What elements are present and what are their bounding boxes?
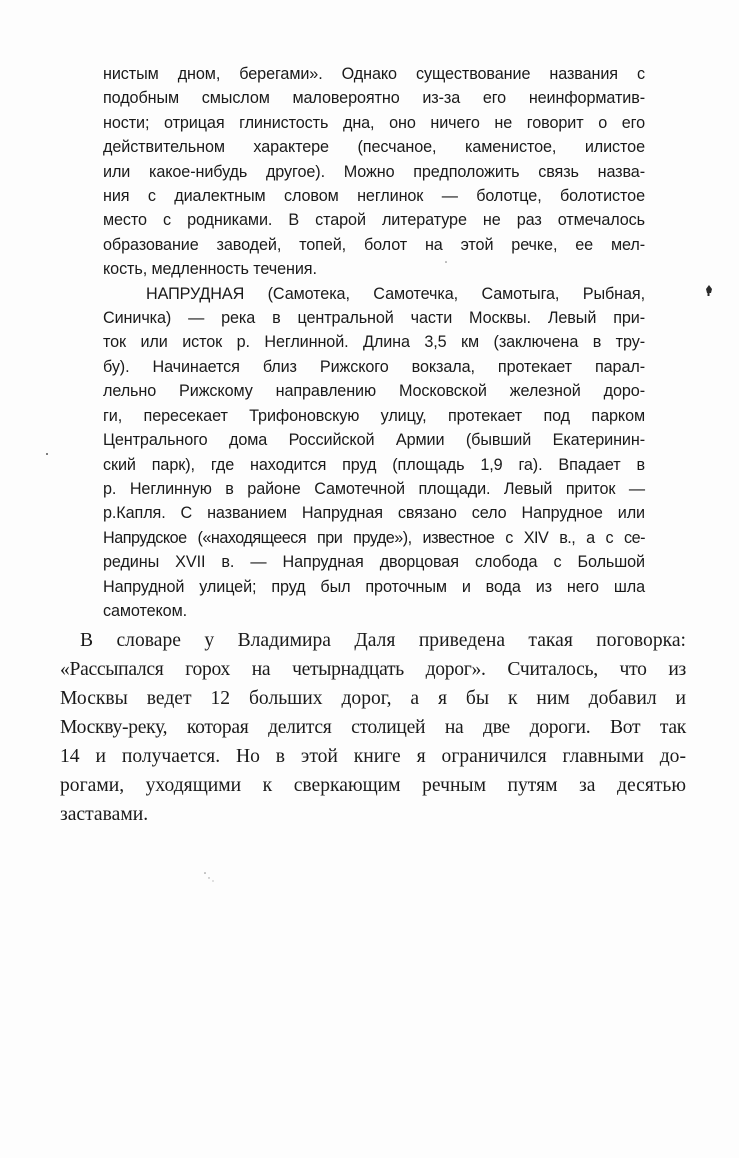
main-line: заставами. — [60, 804, 149, 825]
dict-line: Синичка) — река в центральной части Москвы. Левый при- — [103, 309, 645, 328]
dict-line: ги, пересекает Трифоновскую улицу, протекает под парком — [103, 406, 645, 425]
dict-line: ния с диалектным словом неглинок — болотце, болотистое — [103, 187, 645, 206]
dictionary-entry-block — [103, 62, 645, 623]
main-line: 14 и получается. Но в этой книге я ограничился главными до- — [60, 746, 686, 767]
main-paragraph — [60, 626, 686, 829]
dict-line: Напрудной улицей; пруд был проточным и вода из него шла — [103, 577, 645, 596]
dict-line: самотеком. — [103, 601, 187, 620]
dict-line: р.Капля. С названием Напрудная связано село Напрудное или — [103, 504, 645, 523]
dict-line: подобным смыслом маловероятно из-за его неинформатив- — [103, 89, 645, 108]
dict-line: Напрудское («находящееся при пруде»), известное с XIV в., а с се- — [103, 528, 645, 547]
dust-speck — [46, 453, 48, 455]
dict-line: Центрального дома Российской Армии (бывший Екатеринин- — [103, 431, 645, 450]
dict-line: образование заводей, топей, болот на этой речке, ее мел- — [103, 235, 645, 254]
dict-entry-heading-line: НАПРУДНАЯ (Самотека, Самотечка, Самотыга, Рыбная, — [146, 284, 645, 303]
dict-line: кость, медленность течения. — [103, 260, 317, 279]
dict-line: нистым дном, берегами». Однако существование названия с — [103, 65, 645, 83]
dict-line: ности; отрицая глинистость дна, оно ничего не говорит о его — [103, 113, 645, 132]
dict-line: ток или исток р. Неглинной. Длина 3,5 км (заключена в тру- — [103, 333, 645, 352]
dict-line: или какое-нибудь другое). Можно предположить связь назва- — [103, 162, 645, 181]
dict-line: лельно Рижскому направлению Московской железной доро- — [103, 382, 645, 401]
main-line: «Рассыпался горох на четырнадцать дорог». Считалось, что из — [60, 659, 686, 680]
dust-speck — [204, 872, 206, 874]
main-line: Москву-реку, которая делится столицей на две дороги. Вот так — [60, 717, 686, 738]
dict-line: действительном характере (песчаное, каменистое, илистое — [103, 138, 645, 157]
main-line: Москвы ведет 12 больших дорог, а я бы к ним добавил и — [60, 688, 686, 709]
dict-line: место с родниками. В старой литературе не раз отмечалось — [103, 211, 645, 230]
dict-line: редины XVII в. — Напрудная дворцовая слобода с Большой — [103, 553, 645, 572]
main-line: рогами, уходящими к сверкающим речным путям за десятью — [60, 775, 686, 796]
dust-speck — [212, 880, 213, 881]
margin-mark-icon — [706, 285, 712, 296]
dict-line: бу). Начинается близ Рижского вокзала, протекает парал- — [103, 357, 645, 376]
main-line: В словаре у Владимира Даля приведена такая поговорка: — [80, 630, 686, 651]
dust-speck — [208, 877, 209, 878]
dict-line: р. Неглинную в районе Самотечной площади. Левый приток — — [103, 479, 645, 498]
dict-line: ский парк), где находится пруд (площадь 1,9 га). Впадает в — [103, 455, 645, 474]
